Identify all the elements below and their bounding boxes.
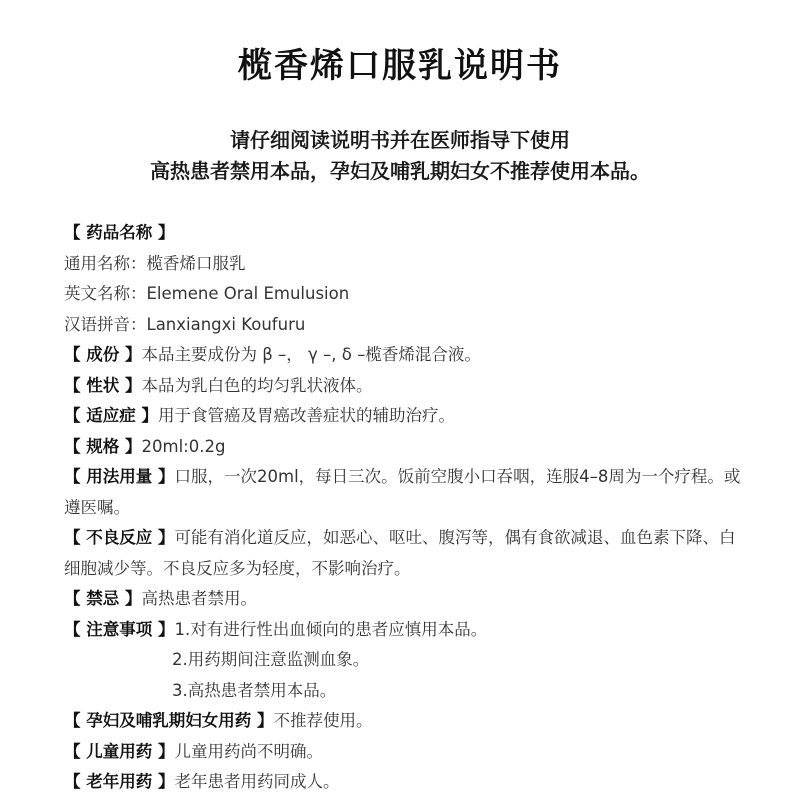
precautions-section	[64, 615, 744, 646]
children-text: 儿童用药尚不明确。	[174, 741, 323, 761]
adverse-section	[64, 523, 744, 584]
dosage-text: 口服，一次20ml，每日三次。饭前空腹小口吞咽，连服4–8周为一个疗程。或遵医嘱。	[64, 467, 741, 517]
pregnancy-section	[64, 706, 744, 737]
precautions-heading: 【 注意事项 】	[64, 619, 175, 639]
adverse-text: 可能有消化道反应，如恶心、呕吐、腹泻等，偶有食欲减退、血色素下降、白细胞减少等。不良反应多为轻度，不影响治疗。	[64, 528, 736, 578]
spec-text: 20ml:0.2g	[141, 436, 226, 456]
precaution-item: 2.用药期间注意监测血象。	[172, 650, 370, 669]
contraindications-heading: 【 禁忌 】	[64, 589, 142, 608]
character-section	[64, 371, 744, 402]
page-title: 榄香烯口服乳说明书	[238, 46, 562, 86]
adverse-heading: 【 不良反应 】	[64, 528, 175, 547]
contraindications-text: 高热患者禁用。	[141, 589, 257, 608]
indications-text: 用于食管癌及胃癌改善症状的辅助治疗。	[158, 406, 455, 425]
children-section	[64, 737, 744, 768]
pinyin-name: 汉语拼音：Lanxiangxi Koufuru	[64, 314, 306, 334]
spec-section	[64, 432, 744, 463]
spec-heading: 【 规格 】	[64, 436, 142, 456]
label-content	[64, 218, 744, 798]
english-name: 英文名称：Elemene Oral Emulusion	[64, 284, 350, 303]
elderly-section	[64, 767, 744, 798]
indications-section	[64, 401, 744, 432]
elderly-heading: 【 老年用药 】	[64, 772, 175, 791]
indications-heading: 【 适应症 】	[64, 406, 158, 425]
drug-name-heading: 【 药品名称 】	[64, 223, 175, 242]
ingredients-heading: 【 成份 】	[64, 345, 142, 364]
elderly-text: 老年患者用药同成人。	[174, 772, 340, 791]
ingredients-text: 本品主要成份为 β –， γ –, δ –榄香烯混合液。	[141, 345, 481, 364]
ingredients-section	[64, 340, 744, 371]
character-text: 本品为乳白色的均匀乳状液体。	[141, 375, 373, 395]
usage-notice: 请仔细阅读说明书并在医师指导下使用	[230, 128, 570, 152]
pregnancy-heading: 【 孕妇及哺乳期妇女用药 】	[64, 711, 274, 730]
contraindication-notice: 高热患者禁用本品，孕妇及哺乳期妇女不推荐使用本品。	[150, 159, 650, 183]
character-heading: 【 性状 】	[64, 375, 142, 395]
precaution-item: 3.高热患者禁用本品。	[172, 680, 337, 700]
precaution-item: 1.对有进行性出血倾向的患者应慎用本品。	[174, 619, 488, 639]
generic-name: 通用名称：榄香烯口服乳	[64, 253, 246, 273]
dosage-section	[64, 462, 744, 523]
dosage-heading: 【 用法用量 】	[64, 467, 175, 486]
children-heading: 【 儿童用药 】	[64, 741, 175, 761]
contraindications-section	[64, 584, 744, 615]
pregnancy-text: 不推荐使用。	[273, 711, 373, 730]
